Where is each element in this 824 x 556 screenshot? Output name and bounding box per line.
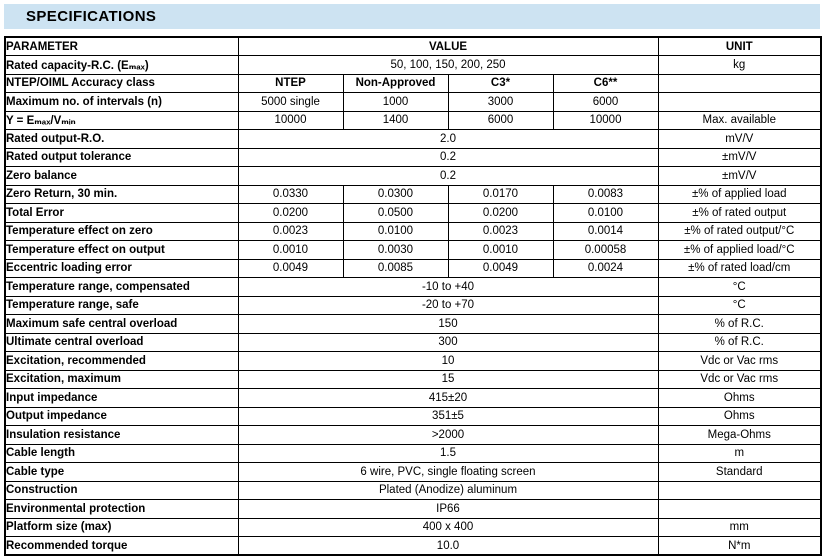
page-title-banner — [4, 4, 820, 29]
value-cell: 0.0024 — [553, 259, 658, 278]
table-row — [5, 185, 821, 204]
unit-cell — [658, 93, 821, 112]
value-cell: 6000 — [448, 111, 553, 130]
parameter-cell: Temperature effect on zero — [5, 222, 238, 241]
parameter-cell: Recommended torque — [5, 537, 238, 556]
value-cell: 0.0200 — [448, 204, 553, 223]
unit-cell: Ohms — [658, 407, 821, 426]
value-cell: 10000 — [553, 111, 658, 130]
unit-cell: mm — [658, 518, 821, 537]
table-row — [5, 130, 821, 149]
unit-cell: Standard — [658, 463, 821, 482]
unit-cell: % of R.C. — [658, 333, 821, 352]
value-cell: 50, 100, 150, 200, 250 — [238, 56, 658, 75]
table-row — [5, 389, 821, 408]
unit-cell: ±mV/V — [658, 167, 821, 186]
parameter-cell: Rated capacity-R.C. (Eₘₐₓ) — [5, 56, 238, 75]
unit-cell: °C — [658, 278, 821, 297]
unit-cell: kg — [658, 56, 821, 75]
value-cell: -10 to +40 — [238, 278, 658, 297]
table-row — [5, 74, 821, 93]
value-cell: 0.0023 — [238, 222, 343, 241]
parameter-cell: Y = Eₘₐₓ/Vₘᵢₙ — [5, 111, 238, 130]
parameter-cell: Ultimate central overload — [5, 333, 238, 352]
unit-cell: ±mV/V — [658, 148, 821, 167]
table-row — [5, 537, 821, 556]
value-cell: 10000 — [238, 111, 343, 130]
column-header-parameter: PARAMETER — [5, 37, 238, 56]
value-cell: 0.0100 — [343, 222, 448, 241]
value-cell: 0.0030 — [343, 241, 448, 260]
table-row — [5, 518, 821, 537]
unit-cell: ±% of applied load/°C — [658, 241, 821, 260]
column-header-unit: UNIT — [658, 37, 821, 56]
unit-cell — [658, 74, 821, 93]
parameter-cell: Construction — [5, 481, 238, 500]
value-cell: Non-Approved — [343, 74, 448, 93]
value-cell: 351±5 — [238, 407, 658, 426]
unit-cell: % of R.C. — [658, 315, 821, 334]
value-cell: 0.00058 — [553, 241, 658, 260]
value-cell: 10 — [238, 352, 658, 371]
value-cell: 0.0085 — [343, 259, 448, 278]
value-cell: 5000 single — [238, 93, 343, 112]
value-cell: 6 wire, PVC, single floating screen — [238, 463, 658, 482]
table-row — [5, 426, 821, 445]
specifications-table — [4, 36, 822, 556]
parameter-cell: Platform size (max) — [5, 518, 238, 537]
value-cell: 0.0500 — [343, 204, 448, 223]
parameter-cell: Maximum safe central overload — [5, 315, 238, 334]
unit-cell: ±% of rated load/cm — [658, 259, 821, 278]
parameter-cell: Rated output tolerance — [5, 148, 238, 167]
value-cell: 2.0 — [238, 130, 658, 149]
unit-cell: ±% of rated output — [658, 204, 821, 223]
value-cell: 0.0010 — [238, 241, 343, 260]
unit-cell: ±% of applied load — [658, 185, 821, 204]
table-row — [5, 167, 821, 186]
parameter-cell: Environmental protection — [5, 500, 238, 519]
parameter-cell: Output impedance — [5, 407, 238, 426]
value-cell: 0.0014 — [553, 222, 658, 241]
unit-cell: Ohms — [658, 389, 821, 408]
unit-cell: ±% of rated output/°C — [658, 222, 821, 241]
value-cell: 150 — [238, 315, 658, 334]
unit-cell: Vdc or Vac rms — [658, 370, 821, 389]
value-cell: IP66 — [238, 500, 658, 519]
value-cell: 400 x 400 — [238, 518, 658, 537]
parameter-cell: Insulation resistance — [5, 426, 238, 445]
parameter-cell: Maximum no. of intervals (n) — [5, 93, 238, 112]
spec-table-body — [5, 56, 821, 556]
value-cell: 1400 — [343, 111, 448, 130]
value-cell: 0.0330 — [238, 185, 343, 204]
table-header-row — [5, 37, 821, 56]
value-cell: 0.0300 — [343, 185, 448, 204]
parameter-cell: Zero Return, 30 min. — [5, 185, 238, 204]
value-cell: 6000 — [553, 93, 658, 112]
value-cell: 0.2 — [238, 148, 658, 167]
value-cell: 0.0023 — [448, 222, 553, 241]
value-cell: NTEP — [238, 74, 343, 93]
unit-cell: m — [658, 444, 821, 463]
parameter-cell: Zero balance — [5, 167, 238, 186]
parameter-cell: Total Error — [5, 204, 238, 223]
value-cell: 0.0049 — [448, 259, 553, 278]
unit-cell: N*m — [658, 537, 821, 556]
value-cell: 15 — [238, 370, 658, 389]
table-row — [5, 407, 821, 426]
value-cell: -20 to +70 — [238, 296, 658, 315]
table-row — [5, 148, 821, 167]
parameter-cell: Temperature range, safe — [5, 296, 238, 315]
value-cell: 3000 — [448, 93, 553, 112]
table-row — [5, 204, 821, 223]
parameter-cell: Cable type — [5, 463, 238, 482]
value-cell: >2000 — [238, 426, 658, 445]
table-row — [5, 352, 821, 371]
column-header-value: VALUE — [238, 37, 658, 56]
unit-cell: Max. available — [658, 111, 821, 130]
value-cell: 1.5 — [238, 444, 658, 463]
parameter-cell: Cable length — [5, 444, 238, 463]
table-row — [5, 481, 821, 500]
value-cell: Plated (Anodize) aluminum — [238, 481, 658, 500]
value-cell: 0.0010 — [448, 241, 553, 260]
value-cell: C3* — [448, 74, 553, 93]
table-row — [5, 278, 821, 297]
table-row — [5, 93, 821, 112]
value-cell: 1000 — [343, 93, 448, 112]
value-cell: 0.0083 — [553, 185, 658, 204]
value-cell: 0.0200 — [238, 204, 343, 223]
table-row — [5, 444, 821, 463]
table-row — [5, 241, 821, 260]
parameter-cell: Input impedance — [5, 389, 238, 408]
parameter-cell: Eccentric loading error — [5, 259, 238, 278]
value-cell: 0.0170 — [448, 185, 553, 204]
unit-cell: Mega-Ohms — [658, 426, 821, 445]
parameter-cell: Temperature range, compensated — [5, 278, 238, 297]
value-cell: 0.2 — [238, 167, 658, 186]
parameter-cell: Temperature effect on output — [5, 241, 238, 260]
table-row — [5, 463, 821, 482]
table-row — [5, 500, 821, 519]
table-row — [5, 370, 821, 389]
page-title: SPECIFICATIONS — [26, 8, 157, 25]
unit-cell: Vdc or Vac rms — [658, 352, 821, 371]
unit-cell: °C — [658, 296, 821, 315]
unit-cell — [658, 481, 821, 500]
value-cell: 415±20 — [238, 389, 658, 408]
table-row — [5, 333, 821, 352]
table-row — [5, 315, 821, 334]
table-row — [5, 259, 821, 278]
value-cell: 10.0 — [238, 537, 658, 556]
value-cell: 0.0049 — [238, 259, 343, 278]
value-cell: 300 — [238, 333, 658, 352]
value-cell: C6** — [553, 74, 658, 93]
parameter-cell: NTEP/OIML Accuracy class — [5, 74, 238, 93]
table-row — [5, 222, 821, 241]
parameter-cell: Rated output-R.O. — [5, 130, 238, 149]
parameter-cell: Excitation, recommended — [5, 352, 238, 371]
table-row — [5, 111, 821, 130]
table-row — [5, 56, 821, 75]
unit-cell — [658, 500, 821, 519]
parameter-cell: Excitation, maximum — [5, 370, 238, 389]
table-row — [5, 296, 821, 315]
unit-cell: mV/V — [658, 130, 821, 149]
value-cell: 0.0100 — [553, 204, 658, 223]
